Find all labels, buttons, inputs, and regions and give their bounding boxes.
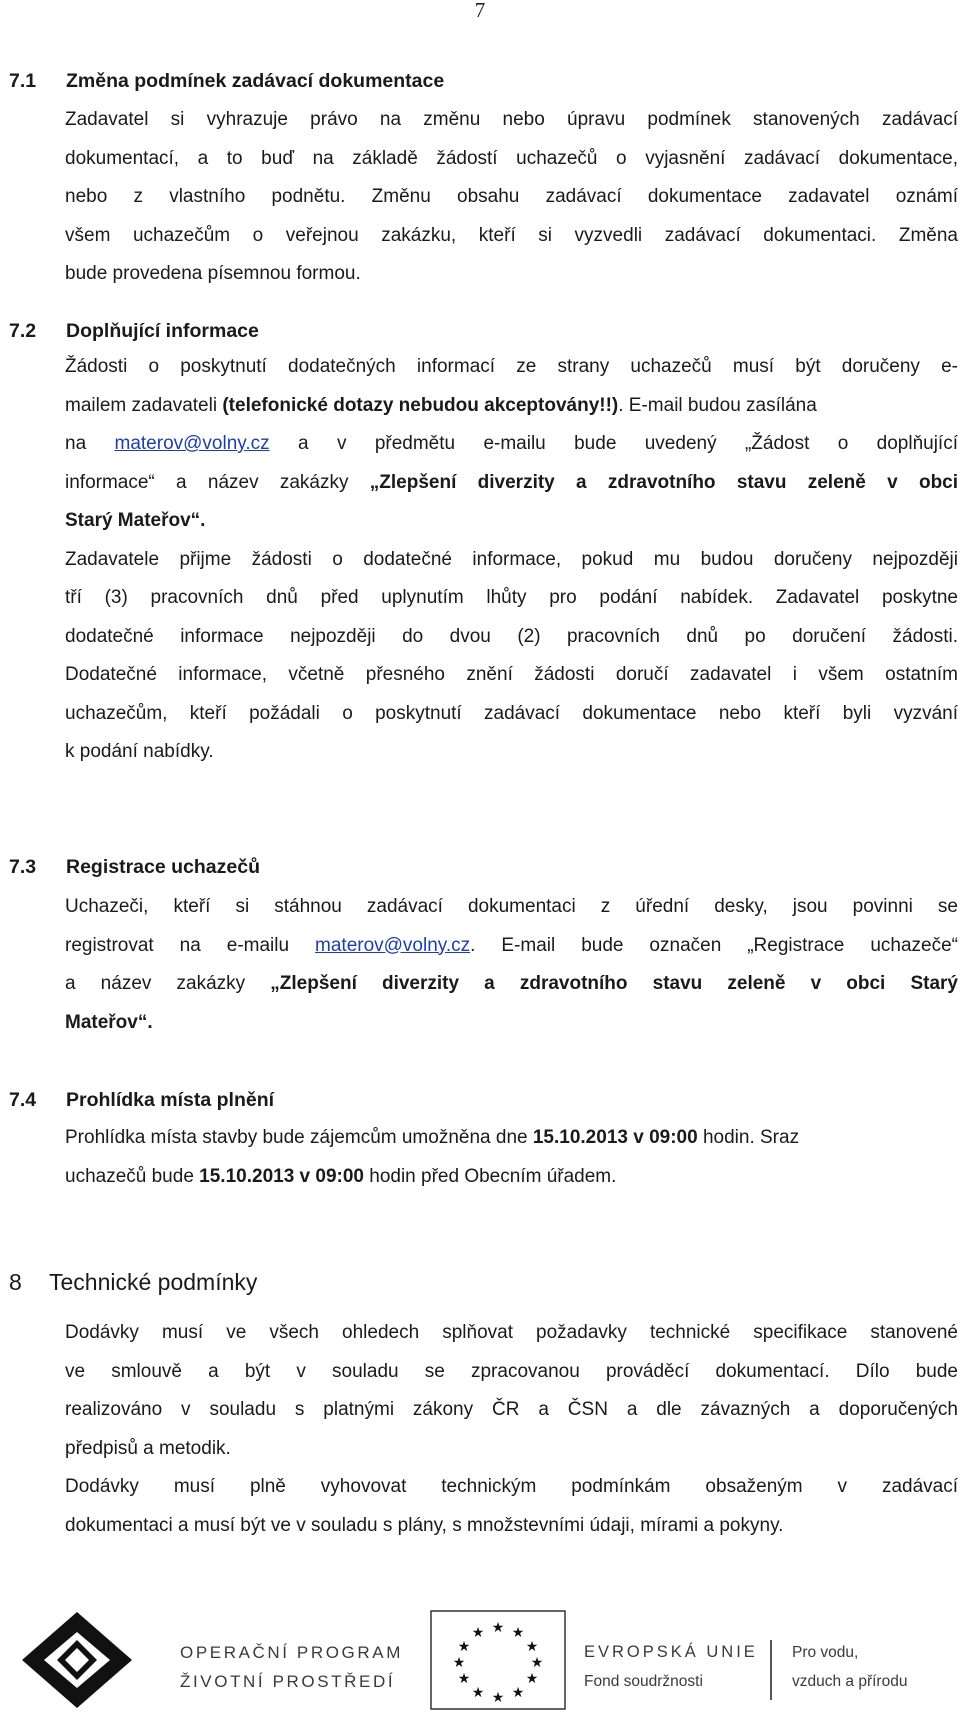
text-run: mailem zadavateli (65, 394, 223, 416)
section-8-body (65, 1314, 958, 1545)
section-7-2-heading (9, 320, 259, 343)
text-run: a v předmětu e-mailu bude uvedený „Žádost o doplňující (269, 433, 958, 454)
bold-text: 15.10.2013 v 09:00 (532, 1127, 698, 1148)
eu-text (584, 1638, 758, 1696)
eu-line-1: EVROPSKÁ UNIE (584, 1643, 758, 1661)
svg-text:★: ★ (530, 1655, 544, 1671)
email-link[interactable]: materov@volny.cz (114, 433, 270, 454)
eu-flag-icon (430, 1610, 566, 1710)
text-run: registrovat na e-mailu (65, 934, 316, 956)
text-line: Dodávky musí ve všech ohledech splňovat požadavky technické specifikace stanovené (65, 1322, 958, 1343)
section-title: Změna podmínek zadávací dokumentace (66, 70, 445, 92)
section-7-2-body (65, 348, 958, 772)
text-run: a název zakázky (65, 973, 271, 994)
motto-line-1: Pro vodu, (792, 1644, 859, 1661)
svg-text:★: ★ (511, 1625, 525, 1641)
section-number: 8 (9, 1269, 22, 1295)
text-line: dokumentací, a to buď na základě žádostí uchazečů o vyjasnění zadávací dokumentace, (65, 147, 958, 169)
text-line (65, 1004, 958, 1043)
text-line (65, 387, 958, 426)
bold-text: (telefonické dotazy nebudou akceptovány!!) (222, 394, 619, 416)
svg-text:★: ★ (525, 1639, 539, 1655)
text-run: hodin před Obecním úřadem. (363, 1165, 617, 1187)
text-line: tří (3) pracovních dnů před uplynutím lhůty pro podání nabídek. Zadavatel poskytne (65, 587, 958, 608)
text-line: k podání nabídky. (65, 741, 214, 762)
text-run: na (65, 433, 115, 454)
section-number: 7.1 (9, 70, 37, 92)
section-title: Technické podmínky (49, 1269, 258, 1295)
svg-text:★: ★ (525, 1671, 539, 1687)
text-run: hodin. Sraz (697, 1127, 800, 1148)
eu-line-2: Fond soudržnosti (584, 1673, 703, 1690)
text-line: Dodatečné informace, včetně přesného znění žádosti doručí zadavatel i všem ostatním (65, 664, 958, 685)
svg-text:★: ★ (491, 1690, 505, 1706)
text-run: Prohlídka místa stavby bude zájemcům umožněna dne (65, 1127, 533, 1148)
bold-text: „Zlepšení diverzity a zdravotního stavu zeleně v obci Starý (270, 973, 958, 994)
text-line (65, 965, 958, 1004)
text-run: informace“ a název zakázky (65, 471, 370, 493)
bold-text: 15.10.2013 v 09:00 (199, 1165, 364, 1187)
text-line: dokumentaci a musí být ve v souladu s plány, s množstevními údaji, mírami a pokyny. (65, 1514, 784, 1536)
text-line: realizováno v souladu s platnými zákony ČR a ČSN a dle závazných a doporučených (65, 1399, 958, 1420)
text-line: předpisů a metodik. (65, 1437, 231, 1459)
svg-text:★: ★ (511, 1685, 525, 1701)
text-line: nebo z vlastního podnětu. Změnu obsahu zadávací dokumentace zadavatel oznámí (65, 186, 958, 207)
motto-line-2: vzduch a přírodu (792, 1673, 908, 1690)
section-7-1-body (65, 101, 958, 294)
svg-text:★: ★ (457, 1671, 471, 1687)
op-line-1: OPERAČNÍ PROGRAM (180, 1643, 403, 1662)
email-link[interactable]: materov@volny.cz (315, 934, 471, 956)
text-line (65, 425, 958, 464)
section-title: Prohlídka místa plnění (66, 1089, 275, 1111)
page-number: 7 (474, 0, 486, 22)
svg-text:★: ★ (471, 1685, 485, 1701)
motto-text (792, 1638, 907, 1696)
text-line: bude provedena písemnou formou. (65, 263, 361, 284)
text-line: dodatečné informace nejpozději do dvou (2) pracovních dnů po doručení žádosti. (65, 625, 958, 647)
text-line: Zadavatel si vyhrazuje právo na změnu nebo úpravu podmínek stanovených zadávací (65, 109, 958, 130)
text-line (65, 502, 958, 541)
svg-text:★: ★ (457, 1639, 471, 1655)
section-7-4-heading (9, 1089, 274, 1112)
footer-divider (770, 1640, 772, 1700)
text-run: uchazečů bude (65, 1165, 200, 1187)
section-7-3-heading (9, 856, 260, 879)
section-8-heading (9, 1269, 257, 1296)
text-line (65, 464, 958, 503)
section-title: Registrace uchazečů (66, 856, 261, 878)
text-line (65, 1158, 958, 1197)
text-line: Zadavatele přijme žádosti o dodatečné informace, pokud mu budou doručeny nejpozději (65, 548, 958, 570)
text-line: ve smlouvě a být v souladu se zpracovanou prováděcí dokumentací. Dílo bude (65, 1360, 958, 1382)
text-line (65, 1119, 958, 1158)
bold-text: Starý Mateřov“. (65, 510, 206, 531)
text-line: všem uchazečům o veřejnou zakázku, kteří si vyzvedli zadávací dokumentaci. Změna (65, 224, 958, 246)
text-line: Žádosti o poskytnutí dodatečných informací ze strany uchazečů musí být doručeny e- (65, 356, 958, 377)
section-7-4-body (65, 1119, 958, 1196)
op-zp-text (180, 1638, 403, 1696)
section-number: 7.3 (9, 856, 37, 878)
svg-text:★: ★ (471, 1625, 485, 1641)
section-7-3-body (65, 888, 958, 1042)
op-zp-logo-icon (22, 1610, 157, 1710)
bold-text: „Zlepšení diverzity a zdravotního stavu zeleně v obci (369, 471, 959, 493)
svg-text:★: ★ (452, 1655, 466, 1671)
footer-logos (0, 1590, 960, 1717)
svg-text:★: ★ (491, 1620, 505, 1636)
text-line (65, 927, 958, 966)
section-number: 7.4 (9, 1089, 37, 1111)
text-line: Uchazeči, kteří si stáhnou zadávací dokumentaci z úřední desky, jsou povinni se (65, 896, 958, 917)
section-title: Doplňující informace (66, 320, 259, 342)
text-line: uchazečům, kteří požádali o poskytnutí zadávací dokumentace nebo kteří byli vyzvání (65, 702, 958, 724)
text-run: . E-mail budou zasílána (618, 394, 817, 416)
section-7-1-heading (9, 70, 444, 93)
section-number: 7.2 (9, 320, 37, 342)
op-line-2: ŽIVOTNÍ PROSTŘEDÍ (180, 1672, 396, 1691)
bold-text: Mateřov“. (65, 1011, 153, 1033)
text-line: Dodávky musí plně vyhovovat technickým podmínkám obsaženým v zadávací (65, 1476, 958, 1497)
text-run: . E-mail bude označen „Registrace uchazeče“ (470, 934, 958, 956)
